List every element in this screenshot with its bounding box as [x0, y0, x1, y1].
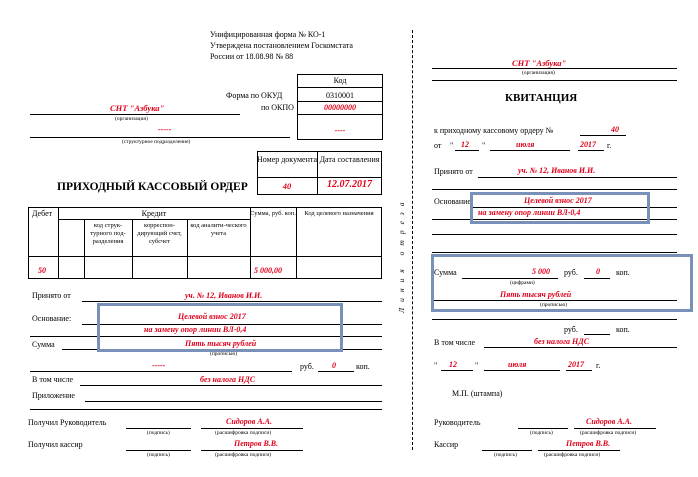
kop-value: 0 — [332, 361, 336, 370]
sum-caption: (прописью) — [210, 351, 238, 357]
form-type: Унифицированная форма № КО-1 — [210, 30, 326, 39]
receipt-head-decode-caption: (расшифровка подписи) — [580, 430, 637, 436]
doc-title: ПРИХОДНЫЙ КАССОВЫЙ ОРДЕР — [57, 181, 248, 193]
receipt-head-sign-caption: (подпись) — [530, 430, 553, 436]
order-month: июля — [516, 140, 535, 149]
debit-header: Дебет — [32, 209, 53, 218]
head-decode-caption: (расшифровка подписи) — [215, 430, 272, 436]
receipt-digits-caption: (цифрами) — [510, 280, 535, 286]
incl-value: без налога НДС — [200, 375, 256, 384]
receipt-date-month: июля — [508, 360, 527, 369]
basis-label: Основание: — [32, 314, 72, 323]
docnum-header: Номер документа — [257, 155, 318, 164]
receipt-date-year: 2017 — [568, 360, 584, 369]
receipt-title: КВИТАНЦИЯ — [505, 92, 578, 104]
col-dept-code: код струк-турного под-разделения — [90, 222, 126, 245]
receipt-incl-label: В том числе — [434, 338, 476, 347]
receipt-received-label: Принято от — [434, 167, 473, 176]
kop-label: коп. — [356, 362, 370, 371]
dept-caption: (структурное подразделение) — [122, 139, 191, 145]
order-num: 40 — [611, 125, 619, 134]
approval-line: Утверждена постановлением Госкомстата — [210, 41, 353, 50]
receipt-date-suffix: г. — [596, 361, 601, 370]
from-label: от — [434, 141, 442, 150]
sum-value: 5 000,00 — [254, 266, 282, 275]
org-caption: (организация) — [115, 116, 148, 122]
cut-line-label: Линия отреза — [397, 196, 406, 314]
receipt-kop-label: коп. — [616, 268, 630, 277]
okpo-label: по ОКПО — [261, 103, 294, 112]
head-name: Сидоров А.А. — [226, 417, 272, 426]
sum-dashes: ----- — [152, 361, 166, 370]
receipt-head-label: Руководитель — [434, 418, 481, 427]
receipt-basis-line1: Целевой взнос 2017 — [524, 196, 592, 205]
receipt-org-name: СНТ "Азбука" — [512, 58, 567, 68]
receipt-kop-value: 0 — [596, 267, 600, 276]
receipt-rub-label-2: руб. — [564, 325, 578, 334]
receipt-words-caption: (прописью) — [540, 302, 568, 308]
col-sum: Сумма, руб. коп. — [250, 210, 296, 217]
order-label: к приходному кассовому ордеру № — [434, 126, 554, 135]
order-year: 2017 — [580, 140, 596, 149]
received-from-label: Принято от — [32, 291, 71, 300]
cashier-name: Петров В.В. — [234, 439, 279, 448]
docdate-header: Дата составления — [319, 155, 380, 164]
rub-label: руб. — [300, 362, 314, 371]
cut-dash-line — [412, 30, 413, 450]
okud-value: 0310001 — [326, 91, 354, 100]
receipt-cashier-label: Кассир — [434, 440, 459, 449]
head-sign-caption: (подпись) — [147, 430, 170, 436]
incl-label: В том числе — [32, 375, 74, 384]
basis-line1: Целевой взнос 2017 — [178, 312, 246, 321]
okud-label: Форма по ОКУД — [226, 91, 283, 100]
docnum-value: 40 — [282, 181, 292, 191]
receipt-basis-label: Основание: — [434, 197, 474, 206]
received-from-value: уч. № 12, Иванов И.И. — [185, 291, 263, 300]
receipt-sum-highlight — [431, 254, 693, 312]
appendix-label: Приложение — [32, 391, 75, 400]
receipt-sum-label: Сумма — [434, 268, 457, 277]
order-year-suffix: г. — [607, 141, 612, 150]
basis-line2: на замену опор линии ВЛ-0,4 — [144, 325, 247, 334]
receipt-org-caption: (организация) — [522, 70, 555, 76]
receipt-cashier-decode-caption: (расшифровка подписи) — [544, 452, 601, 458]
receipt-incl-value: без налога НДС — [534, 337, 590, 346]
col-account: корреспон-дирующий счет, субсчет — [137, 222, 182, 245]
page: Унифицированная форма № КО-1 Утверждена постановлением Госкомстата России от 18.08.98 № 88 Код Форма по ОКУД 0310001 по ОКПО 00000000 ---- СНТ "Азбука" (организация) ----- (структурное подразделение) Номер документа Дата составления 40 12.07.2017 ПРИХОДНЫЙ КАССОВЫЙ ОРДЕР Дебет Кредит код струк-турного под-разделения корреспон-дирующий счет, субсчет код аналити-ческого учета Сумма, руб. коп. Код целевого назначения 50 5 000,00 Принято от уч. № 12, Иванов И.И. Основание: Целевой взнос 2017 на замену опор линии ВЛ-0,4 Сумма Пять тысяч рублей (прописью) ----- руб. 0 коп. В том числе без налога НДС Приложение Получил Руководитель Сидоров А.А. (подпись) (расшифровка подписи) Получил кассир Петров В.В. (подпись) (расшифровка подписи) Линия отреза СНТ "Азбука" (организация) КВИТАНЦИЯ к приходному кассовому ордеру № 40 от " 12 " июля 2017 г. Принято от уч. № 12, Иванов И.И. Основание: Целевой взнос 2017 на замену опор линии ВЛ-0,4 Сумма 5 000 руб. 0 коп. (цифрами) Пять тысяч рублей (прописью) руб. коп. В том числе без налога НДС " 12 " июля 2017 г. М.П. (штампа) Руководитель Сидоров А.А. (подпись) (расшифровка подписи) Кассир Петров В.В. (подпись) (расшифровка подписи) — [0, 0, 698, 477]
head-label: Получил Руководитель — [28, 418, 107, 427]
sum-label: Сумма — [32, 340, 55, 349]
receipt-cashier-sign-caption: (подпись) — [494, 452, 517, 458]
cashier-label: Получил кассир — [28, 440, 83, 449]
col-analytic: код аналити-ческого учета — [190, 222, 247, 237]
code-dashes: ---- — [334, 126, 346, 135]
credit-header: Кредит — [141, 209, 167, 218]
col-purpose: Код целевого назначения — [304, 210, 374, 217]
org-name: СНТ "Азбука" — [110, 103, 165, 113]
receipt-head-name: Сидоров А.А. — [586, 417, 632, 426]
okpo-value: 00000000 — [324, 103, 356, 112]
receipt-basis-highlight — [470, 192, 650, 224]
docdate-value: 12.07.2017 — [327, 179, 372, 190]
receipt-sum-words: Пять тысяч рублей — [500, 290, 572, 299]
receipt-rub-label: руб. — [564, 268, 578, 277]
receipt-kop-label-2: коп. — [616, 325, 630, 334]
sum-words: Пять тысяч рублей — [185, 339, 257, 348]
dept-dashes: ----- — [158, 125, 172, 134]
stamp-label: М.П. (штампа) — [452, 389, 503, 398]
order-day: 12 — [461, 140, 469, 149]
receipt-basis-line2: на замену опор линии ВЛ-0,4 — [478, 208, 581, 217]
cashier-sign-caption: (подпись) — [147, 452, 170, 458]
receipt-received-value: уч. № 12, Иванов И.И. — [518, 166, 596, 175]
receipt-sum-value: 5 000 — [532, 267, 550, 276]
cashier-decode-caption: (расшифровка подписи) — [215, 452, 272, 458]
code-header: Код — [333, 76, 347, 85]
debit-value: 50 — [38, 266, 46, 275]
receipt-date-day: 12 — [449, 360, 457, 369]
receipt-cashier-name: Петров В.В. — [566, 439, 611, 448]
basis-highlight — [97, 303, 343, 352]
approval-date: России от 18.08.98 № 88 — [210, 52, 294, 61]
